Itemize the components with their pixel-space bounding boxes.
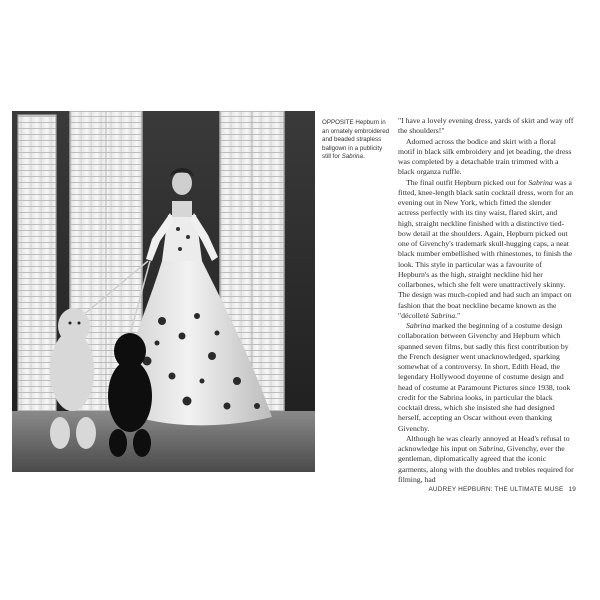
caption-lead: OPPOSITE [322, 119, 354, 126]
paragraph [398, 434, 574, 485]
page-footer [424, 486, 576, 493]
running-title: AUDREY HEPBURN: THE ULTIMATE MUSE [428, 486, 564, 493]
caption-end: . [362, 153, 365, 161]
text-run: , Givenchy, ever the gentleman, diplomatically agreed that the iconic garments, along with the doubles and trebles required for filming, had [398, 444, 574, 484]
caption-film-title: Sabrina [341, 153, 363, 161]
paragraph [398, 116, 574, 137]
publicity-photo [12, 111, 315, 472]
text-run: ." [455, 310, 461, 320]
page-number: 19 [568, 486, 576, 493]
body-text [398, 116, 574, 485]
text-run: was a fitted, knee-length black satin cocktail dress, worn for an evening out in New York, which fitted the slender actress perfectly with its tiny waist, flared skirt, and high, straight neckline finished with a distinctive tied-bow detail at the shoulders. Again, Hepburn picked out one of Givenchy's trademark skull-hugging caps, a neat black number embellished with rhinestones, to finish the look. This style in particular was a favourite of Hepburn's as the high, straight neckline hid her collarbones, which she felt were unattractively skinny. The design was much-copied and had such an impact on fashion that the boat neckline became known as the "décolleté [398, 177, 574, 320]
film-title: Sabrina [430, 310, 456, 320]
photo-caption [322, 119, 390, 162]
paragraph [398, 137, 574, 178]
text-run: The final outfit Hepburn picked out for [406, 177, 529, 187]
film-title: Sabrina [406, 321, 431, 330]
text-run: Adorned across the bodice and skirt with a floral motif in black silk embroidery and jet beading, the dress was completed by a detachable train trimmed with a black organza ruffle. [398, 136, 572, 177]
text-run: "I have a lovely evening dress, yards of skirt and way off the shoulders!" [398, 116, 574, 136]
paragraph [398, 178, 574, 322]
text-run: marked the beginning of a costume design collaboration between Givenchy and Hepburn which spanned seven films, but sadly this first contribution by the French designer went unacknowledged, sparking somewhat of a controversy. In short, Edith Head, the legendary Hollywood doyenne of costume design and head of costume at Paramount Pictures since 1938, took credit for the Sabrina looks, in particular the black cocktail dress, which she insisted she had designed herself, accepting an Oscar without even thanking Givenchy. [398, 321, 571, 433]
paragraph [398, 321, 574, 434]
text-run: Although he was clearly annoyed at Head's refusal to acknowledge his input on [398, 433, 570, 453]
film-title: Sabrina [528, 177, 553, 187]
photo-illustration [12, 111, 315, 472]
film-title: Sabrina [478, 444, 504, 453]
caption-text: Hepburn in an ornately embroidered and beaded strapless ballgown in a publicity still for [322, 119, 390, 161]
